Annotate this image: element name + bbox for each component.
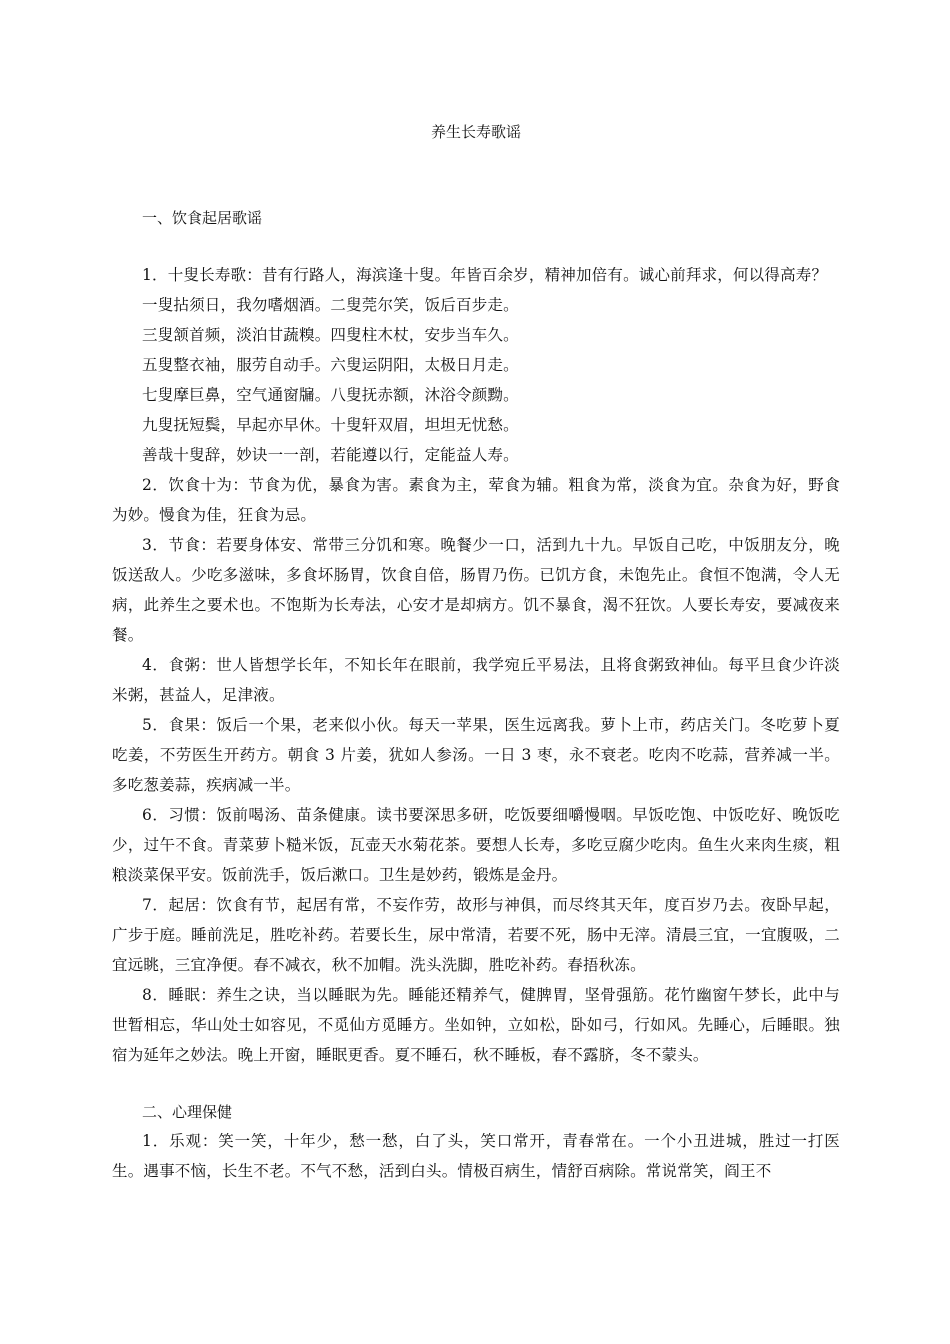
paragraph: 1．乐观：笑一笑，十年少，愁一愁，白了头，笑口常开，青春常在。一个小丑进城，胜过一打医生。遇事不恼，长生不老。不气不愁，活到白头。情极百病生，情舒百病除。常说常笑，阎王不 <box>112 1132 840 1180</box>
spacer <box>112 232 840 260</box>
paragraph: 3．节食：若要身体安、常带三分饥和寒。晚餐少一口，活到九十九。早饭自己吃，中饭朋友分，晚饭送敌人。少吃多滋味，多食坏肠胃，饮食自倍，肠胃乃伤。已饥方食，未饱先止。食恒不饱满，令人无病，此养生之要术也。不饱斯为长寿法，心安才是却病方。饥不暴食，渴不狂饮。人要长寿安，要减夜来餐。 <box>112 536 840 644</box>
paragraph: 8．睡眠：养生之诀，当以睡眠为先。睡能还精养气，健脾胃，坚骨强筋。花竹幽窗午梦长，此中与世暂相忘，华山处士如容见，不觅仙方觅睡方。坐如钟，立如松，卧如弓，行如风。先睡心，后睡眼。独宿为延年之妙法。晚上开窗，睡眠更香。夏不睡石，秋不睡板，春不露脐，冬不蒙头。 <box>112 986 840 1064</box>
paragraph: 7．起居：饮食有节，起居有常，不妄作劳，故形与神俱，而尽终其天年，度百岁乃去。夜卧早起，广步于庭。睡前洗足，胜吃补药。若要长生，尿中常清，若要不死，肠中无滓。清晨三宜，一宜腹吸，二宜远眺，三宜净便。春不减衣，秋不加帽。洗头洗脚，胜吃补药。春捂秋冻。 <box>112 896 840 974</box>
paragraph: 4．食粥：世人皆想学长年，不知长年在眼前，我学宛丘平易法，且将食粥致神仙。每平旦食少许淡米粥，甚益人，足津液。 <box>112 656 840 704</box>
verse-line: 善哉十叟辞，妙诀一一剖，若能遵以行，定能益人寿。 <box>142 446 519 464</box>
verse-line: 七叟摩巨鼻，空气通窗牖。八叟抚赤额，沐浴令颜黝。 <box>142 386 519 404</box>
paragraph: 2．饮食十为：节食为优，暴食为害。素食为主，荤食为辅。粗食为常，淡食为宜。杂食为好，野食为妙。慢食为佳，狂食为忌。 <box>112 476 840 524</box>
section-mental-health <box>112 1098 840 1186</box>
spacer <box>112 1070 840 1098</box>
section-heading: 一、饮食起居歌谣 <box>142 209 263 227</box>
verse-line: 三叟颔首频，淡泊甘蔬糗。四叟柱木杖，安步当车久。 <box>142 326 519 344</box>
section-heading: 二、心理保健 <box>142 1103 233 1121</box>
paragraph: 6．习惯：饭前喝汤、苗条健康。读书要深思多研，吃饭要细嚼慢咽。早饭吃饱、中饭吃好、晚饭吃少，过午不食。青菜萝卜糙米饭，瓦壶天水菊花茶。要想人长寿，多吃豆腐少吃肉。鱼生火来肉生痰，粗粮淡菜保平安。饭前洗手，饭后漱口。卫生是妙药，锻炼是金丹。 <box>112 806 840 884</box>
paragraph: 5．食果：饭后一个果，老来似小伙。每天一苹果，医生远离我。萝卜上市，药店关门。冬吃萝卜夏吃姜，不劳医生开药方。朝食 3 片姜，犹如人参汤。一日 3 枣，永不衰老。吃肉不吃蒜，营养减一半。多吃葱姜蒜，疾病减一半。 <box>112 716 840 794</box>
section-diet-living <box>112 204 840 1070</box>
paragraph: 1．十叟长寿歌：昔有行路人，海滨逢十叟。年皆百余岁，精神加倍有。诚心前拜求，何以得高寿？ <box>142 266 828 284</box>
verse-line: 一叟拈须日，我勿嗜烟酒。二叟莞尔笑，饭后百步走。 <box>142 296 519 314</box>
document-title: 养生长寿歌谣 <box>430 123 521 141</box>
verse-line: 九叟抚短鬓，早起亦早休。十叟轩双眉，坦坦无忧愁。 <box>142 416 519 434</box>
document-page <box>112 118 840 1186</box>
verse-line: 五叟整衣袖，服劳自动手。六叟运阴阳，太极日月走。 <box>142 356 519 374</box>
